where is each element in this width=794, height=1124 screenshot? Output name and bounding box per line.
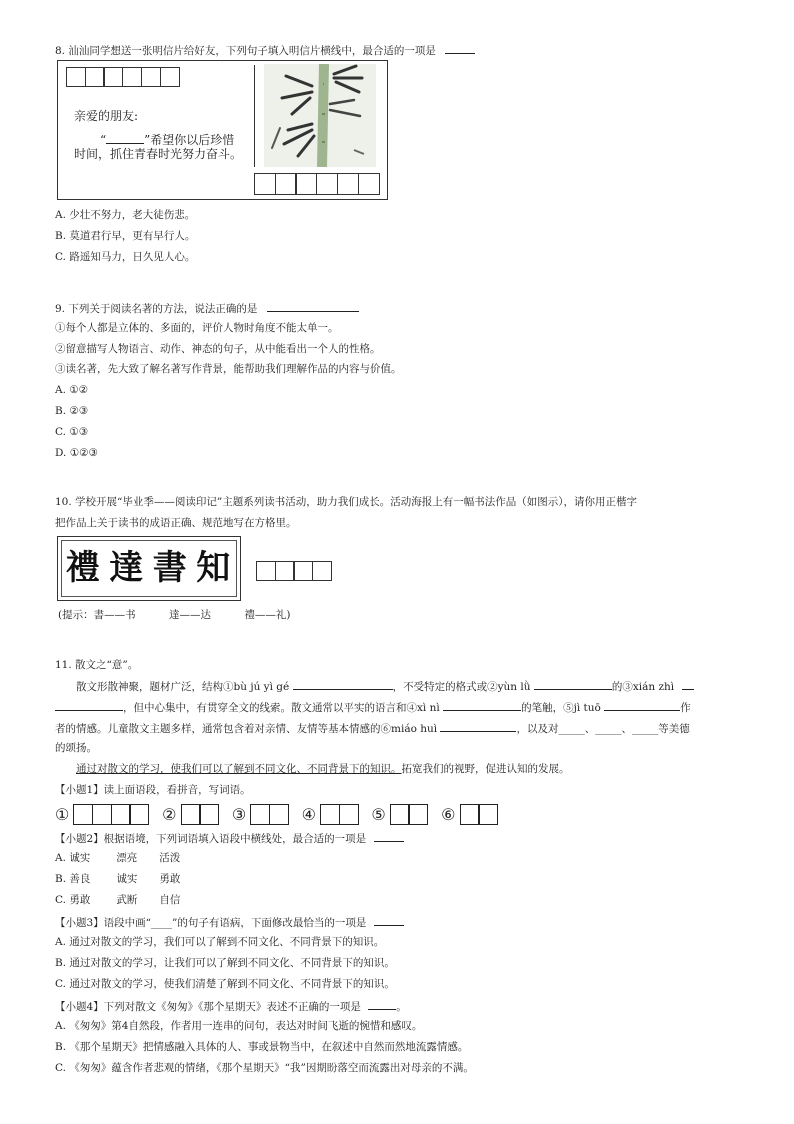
sub3-option-c[interactable]: C. 通过对散文的学习，使我们清楚了解到不同文化、不同背景下的知识。 [55,978,395,990]
sub2-option-c[interactable] [55,894,180,907]
sub2-a-word2: 漂亮 [116,852,138,864]
postcard [57,60,388,200]
q9-option-c[interactable]: C. ①③ [55,426,89,438]
q9-stem-text: 9. 下列关于阅读名著的方法，说法正确的是 [55,303,258,315]
blank-3a[interactable] [682,679,694,690]
postcard-line1-post: ”希望你以后珍惜 [144,133,235,147]
sub4-end: 。 [396,1001,407,1013]
q8-stem-text: 8. 汕汕同学想送一张明信片给好友，下列句子填入明信片横线中，最合适的一项是 [55,45,436,57]
sub2-a-word3: 活泼 [159,852,181,864]
sub2-b-word3: 勇敢 [159,873,181,885]
sub2-stem [55,831,404,846]
answer-label-4: ④ [301,804,316,824]
calligraphy-char-1: 禮 [65,548,102,589]
answer-group-1[interactable] [55,804,148,825]
pinyin-answer-boxes [55,804,511,825]
q9-option-d[interactable]: D. ①②③ [55,447,98,459]
answer-label-5: ⑤ [371,804,386,824]
sub4-option-c[interactable]: C. 《匆匆》蕴含作者悲观的情绪，《那个星期天》“我”因期盼落空而流露出对母亲的不满。 [55,1062,474,1074]
q11-para-line3 [55,721,690,736]
sub3-option-b[interactable]: B. 通过对散文的学习，让我们可以了解到不同文化、不同背景下的知识。 [55,957,395,969]
postcard-sender-boxes[interactable] [254,173,378,195]
answer-label-3: ③ [231,804,247,824]
sub2-a-word1: A. 诚实 [55,852,91,864]
q9-item-2: ②留意描写人物语言、动作、神态的句子，从中能看出一个人的性格。 [55,343,381,355]
postcard-line1 [100,131,234,148]
sub2-c-word2: 武断 [116,894,138,906]
blank-6[interactable] [440,721,516,732]
q11-title: 11. 散文之“意”。 [55,659,139,671]
q10-line1: 10. 学校开展“毕业季——阅读印记”主题系列读书活动，助力我们成长。活动海报上有一幅书法作品（如图示），请你用正楷字 [55,496,638,508]
blank-4[interactable] [443,700,521,711]
q9-option-b[interactable]: B. ②③ [55,405,89,417]
q9-answer-blank[interactable] [267,301,359,312]
sub4-option-a[interactable]: A. 《匆匆》第4自然段，作者用一连串的问句，表达对时间飞逝的惋惜和感叹。 [55,1020,423,1032]
q8-answer-blank[interactable] [445,43,475,54]
blank-5[interactable] [604,700,680,711]
blank-2[interactable] [534,679,612,690]
q11-p2b: 的笔触，⑤jì tuō [521,702,601,714]
q9-item-1: ①每个人都是立体的、多面的，评价人物时角度不能太单一。 [55,322,339,334]
sub3-stem [55,915,404,930]
calligraphy-artwork [57,536,241,601]
sub2-option-a[interactable] [55,852,180,865]
q10-answer-boxes[interactable] [256,561,331,581]
blank-1[interactable] [293,679,393,690]
sub4-stem-text: 【小题4】下列对散文《匆匆》《那个星期天》表述不正确的一项是 [55,1001,361,1013]
q11-p5-rest: 拓宽我们的视野，促进认知的发展。 [401,763,570,775]
q9-stem [55,301,359,316]
q11-p2c: 作 [680,702,691,714]
sub4-option-b[interactable]: B. 《那个星期天》把情感融入具体的人、事或景物当中，在叙述中自然而然地流露情感。 [55,1041,469,1053]
postcard-line1-pre: “ [100,133,107,147]
sub3-option-a[interactable]: A. 通过对散文的学习，我们可以了解到不同文化、不同背景下的知识。 [55,936,385,948]
q11-p3b: ，以及对_____、_____、_____等美德 [516,723,690,735]
q11-p3a: 者的情感。儿童散文主题多样，通常包含着对亲情、友情等基本情感的⑥miáo huì [55,723,438,735]
q11-para-line5 [76,763,570,776]
calligraphy-char-2: 達 [109,548,146,589]
q11-p1c: 的③xián zhì [611,681,675,693]
sub2-c-word1: C. 勇敢 [55,894,91,906]
sub2-answer-blank[interactable] [374,831,404,842]
sub2-b-word2: 诚实 [116,873,138,885]
answer-group-3[interactable] [232,804,288,825]
q8-stem [55,43,475,58]
calligraphy-char-3: 書 [152,548,189,589]
answer-label-2: ② [162,804,177,824]
postcard-blank[interactable] [106,131,144,144]
q10-line2: 把作品上关于读书的成语正确、规范地写在方格里。 [55,517,297,529]
q9-option-a[interactable]: A. ①② [55,384,89,396]
bamboo-icon [264,64,376,167]
q8-option-a[interactable]: A. 少壮不努力，老大徒伤悲。 [55,209,196,221]
blank-3b[interactable] [55,700,123,711]
q11-underlined-sentence: 通过对散文的学习，使我们可以了解到不同文化、不同背景下的知识。 [76,763,402,775]
postcard-line2: 时间，抓住青春时光努力奋斗。 [74,147,243,161]
sub2-option-b[interactable] [55,873,180,886]
answer-group-2[interactable] [162,804,218,825]
bamboo-painting-image [264,64,376,167]
q11-para-line2 [55,700,691,715]
q11-p1b: ，不受特定的格式或②yùn lǜ [392,681,531,693]
calligraphy-char-4: 知 [196,548,233,589]
q8-option-c[interactable]: C. 路遥知马力，日久见人心。 [55,251,196,263]
q11-para-line1 [76,679,694,694]
sub3-stem-text: 【小题3】语段中画“____”的句子有语病，下面修改最恰当的一项是 [55,917,367,929]
postcard-postcode-boxes[interactable] [66,67,178,87]
sub4-stem [55,999,407,1014]
answer-group-6[interactable] [441,804,497,825]
q8-option-b[interactable]: B. 莫道君行早，更有早行人。 [55,230,196,242]
q11-p2a: ，但中心集中，有贯穿全文的线索。散文通常以平实的语言和④xì nì [123,702,440,714]
answer-label-6: ⑥ [441,804,456,824]
postcard-greeting: 亲爱的朋友: [74,109,139,123]
q10-hint: (提示：書——书 達——达 禮——礼) [58,609,291,621]
sub2-b-word1: B. 善良 [55,873,91,885]
answer-group-4[interactable] [302,804,358,825]
q11-para-line4: 的颂扬。 [55,742,97,754]
postcard-divider [254,65,255,167]
sub1-stem: 【小题1】读上面语段，看拼音，写词语。 [55,784,251,796]
q9-item-3: ③读名著，先大致了解名著写作背景，能帮助我们理解作品的内容与价值。 [55,363,402,375]
sub3-answer-blank[interactable] [374,915,404,926]
answer-label-1: ① [55,804,70,824]
answer-group-5[interactable] [371,804,427,825]
sub2-stem-text: 【小题2】根据语境，下列词语填入语段中横线处，最合适的一项是 [55,833,367,845]
sub4-answer-blank[interactable] [368,999,396,1010]
q11-p1a: 散文形散神聚，题材广泛，结构①bù jú yì gé [76,681,290,693]
sub2-c-word3: 自信 [159,894,181,906]
